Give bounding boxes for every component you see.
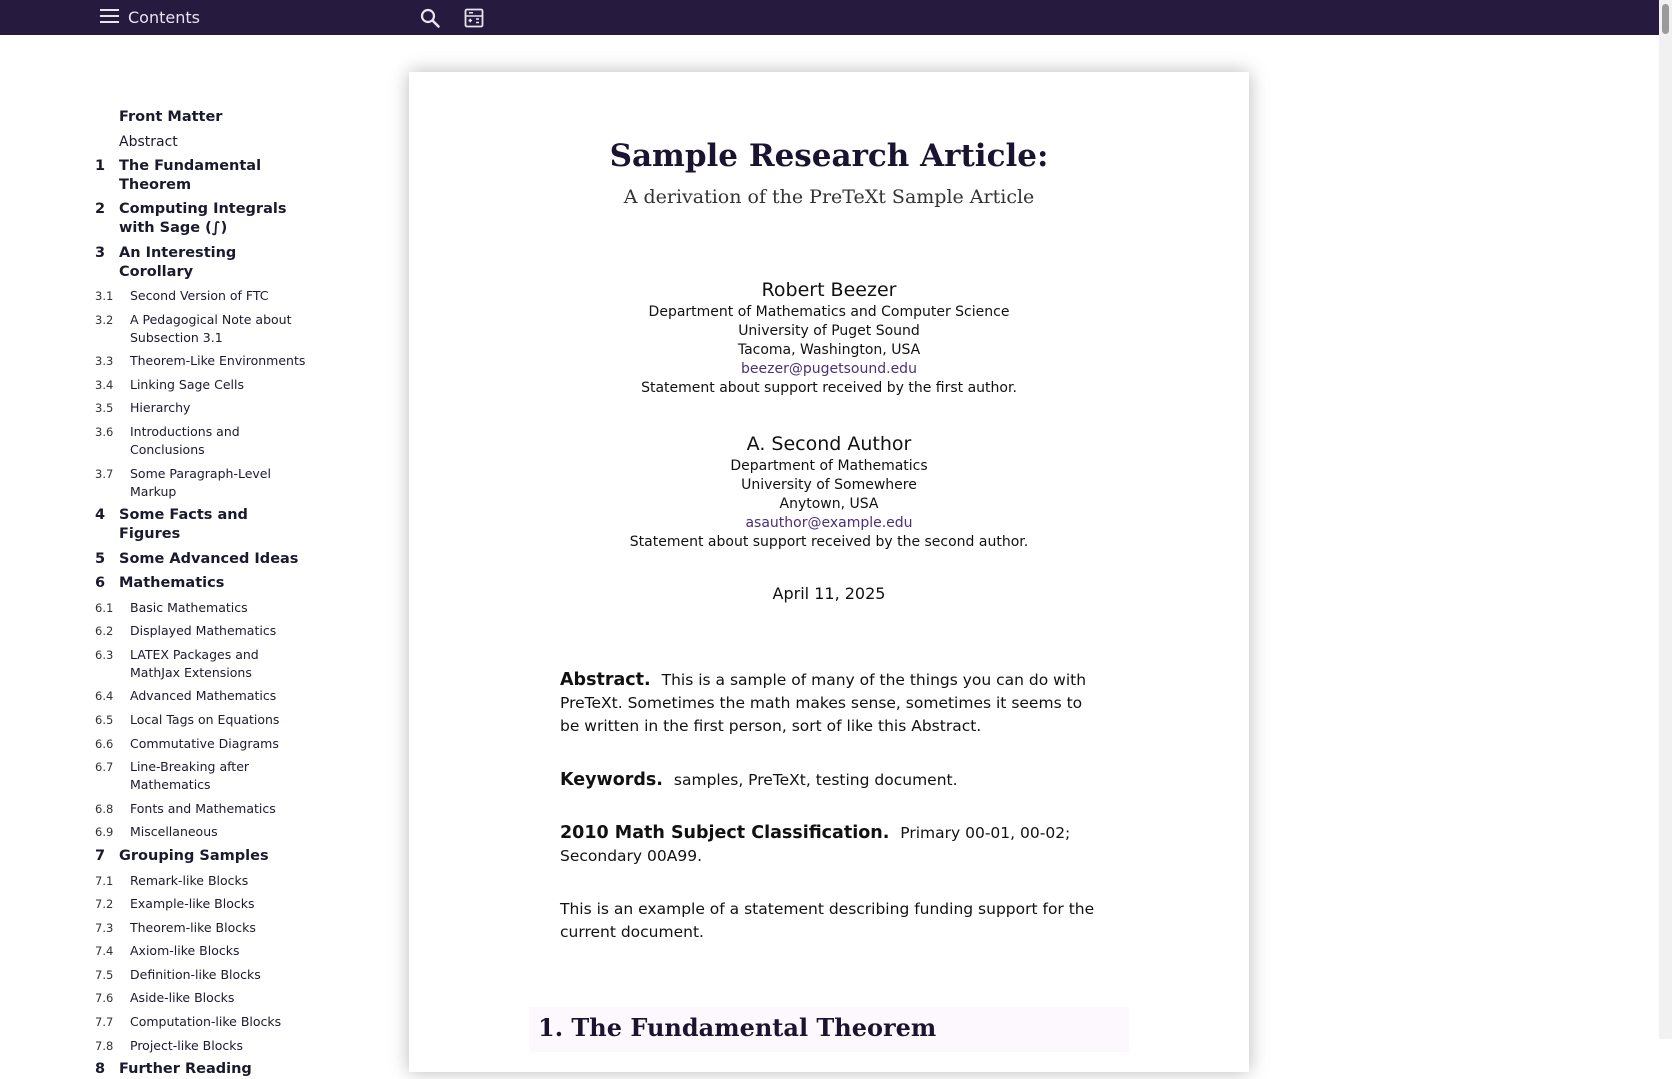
author-name: A. Second Author [746,433,912,455]
toc-item-number: 6.2 [95,624,114,639]
toc-toggle-label: Contents [128,8,200,27]
author-institution: University of Somewhere [741,477,917,493]
section-heading[interactable]: 1. The Fundamental Theorem [529,1007,1129,1052]
toc-item-title: Remark-like Blocks [130,872,249,888]
toc-item-title: An Interesting Corollary [119,244,237,280]
msc-heading: 2010 Math Subject Classification. [560,823,890,843]
toc-item-4[interactable] [0,506,330,544]
toc-item-3-4[interactable] [0,376,330,394]
toc-item-number: 3.7 [95,466,114,481]
top-navbar [0,0,1659,35]
toc-item-6-8[interactable] [0,800,330,818]
toc-item-number: 7.5 [95,967,114,982]
toc-item-number: 7.3 [95,920,114,935]
toc-item-title: Some Paragraph-Level Markup [130,465,271,499]
toc-item-number: 5 [95,550,106,567]
toc-item-number: 6.5 [95,713,114,728]
author-support: Statement about support received by the second author. [629,534,1029,550]
toc-item-number: 7.4 [95,944,114,959]
toc-item-1[interactable] [0,157,330,195]
abstract-paragraph [560,669,1100,738]
author-block [409,277,1249,398]
toc-item-front-matter[interactable] [0,108,330,127]
toc-item-title: Basic Mathematics [130,599,248,615]
toc-item-title: Hierarchy [130,400,191,416]
toc-item-number: 7 [95,848,106,864]
toc-item-title: Second Version of FTC [130,288,269,303]
toc-item-title: Front Matter [119,109,223,125]
toc-item-title: The Fundamental Theorem [119,157,262,193]
toc-item-number: 7.1 [95,873,114,888]
article-subtitle: A derivation of the PreTeXt Sample Article [623,186,1035,208]
toc-item-title: Computing Integrals with Sage (∫) [119,201,287,236]
toc-item-title: Some Facts and Figures [119,507,248,543]
toc-item-6-7[interactable] [0,758,330,794]
toc-item-7-4[interactable] [0,942,330,960]
toc-item-7-6[interactable] [0,989,330,1007]
author-email-link[interactable]: asauthor@example.edu [745,515,913,531]
toc-item-6-4[interactable] [0,687,330,705]
toc-item-6[interactable] [0,574,330,593]
hamburger-icon [100,8,119,27]
author-department: Department of Mathematics [730,458,928,474]
toc-item-number: 3.3 [95,354,114,369]
toc-item-number: 3.6 [95,424,114,439]
toc-item-title: Commutative Diagrams [130,735,279,751]
toc-item-number: 1 [95,157,106,174]
calculator-icon[interactable] [463,7,485,29]
toc-item-7-1[interactable] [0,872,330,890]
toc-item-title: Miscellaneous [130,824,218,840]
toc-item-number: 3 [95,244,106,261]
toc-item-6-9[interactable] [0,823,330,841]
author-department: Department of Mathematics and Computer Science [648,304,1010,320]
toc-item-number: 3.5 [95,401,114,416]
toc-item-abstract[interactable] [0,133,330,152]
toc-item-title: Example-like Blocks [130,896,255,912]
toc-item-3[interactable] [0,244,330,282]
toc-item-7-2[interactable] [0,895,330,913]
toc-item-number: 7.7 [95,1015,114,1030]
toc-item-title: Axiom-like Blocks [130,943,240,959]
toc-item-title: Line-Breaking after Mathematics [130,759,250,793]
toc-item-title: Some Advanced Ideas [119,550,299,567]
toc-item-title: Linking Sage Cells [130,376,244,392]
toc-item-title: Theorem-Like Environments [130,353,306,369]
toc-item-number: 6.6 [95,736,114,751]
toc-item-number: 3.1 [95,289,114,303]
toc-item-number: 7.6 [95,991,114,1006]
page-scrollbar[interactable] [1659,0,1672,1039]
toc-item-number: 6.1 [95,600,114,615]
toc-sidebar [0,35,330,1078]
toc-item-8[interactable] [0,1060,330,1079]
article-title: Sample Research Article: [609,138,1049,174]
author-location: Tacoma, Washington, USA [737,342,921,358]
toc-item-title: LATEX Packages and MathJax Extensions [130,646,259,680]
toc-item-number: 6.3 [95,647,114,662]
toc-item-7-8[interactable] [0,1037,330,1055]
toc-item-number: 7.2 [95,897,114,912]
toc-item-3-5[interactable] [0,399,330,417]
toc-item-7-3[interactable] [0,919,330,937]
article-card [409,72,1249,1072]
toc-item-7[interactable] [0,847,330,866]
toc-item-3-3[interactable] [0,352,330,370]
toc-item-number: 2 [95,201,106,217]
funding-paragraph: This is an example of a statement describing funding support for the current document. [560,900,1095,941]
author-name: Robert Beezer [761,279,897,301]
toc-item-title: Advanced Mathematics [130,688,277,704]
toc-item-6-2[interactable] [0,622,330,640]
article-date: April 11, 2025 [772,584,886,603]
toc-item-title: Displayed Mathematics [130,623,277,639]
toc-item-title: Introductions and Conclusions [130,423,240,457]
toc-item-title: Aside-like Blocks [130,990,235,1006]
keywords-heading: Keywords. [560,770,663,790]
toc-item-number: 3.4 [95,377,114,392]
toc-item-3-6[interactable] [0,423,330,459]
toc-item-title: Local Tags on Equations [130,712,280,728]
toc-item-number: 4 [95,507,106,524]
toc-item-number: 6.9 [95,825,114,840]
toc-item-6-6[interactable] [0,735,330,753]
toc-item-6-5[interactable] [0,711,330,729]
toc-item-number: 3.2 [95,312,114,327]
toc-item-6-3[interactable] [0,646,330,682]
author-email-link[interactable]: beezer@pugetsound.edu [741,361,917,377]
scrollbar-thumb[interactable] [1662,4,1669,34]
keywords-paragraph [560,769,1100,792]
search-icon[interactable] [419,7,441,29]
toc-item-title: Definition-like Blocks [130,966,261,982]
toc-item-number: 8 [95,1061,106,1078]
msc-text: Primary 00-01, 00-02; Secondary 00A99. [560,824,1071,865]
toc-item-7-7[interactable] [0,1013,330,1031]
toc-item-number: 7.8 [95,1038,114,1053]
abstract-text: This is a sample of many of the things you can do with PreTeXt. Sometimes the math makes sense, sometimes it seems to be written in the first person, sort of like this Abstract. [560,671,1087,735]
toc-item-7-5[interactable] [0,966,330,984]
author-institution: University of Puget Sound [738,323,920,339]
toc-item-title: Computation-like Blocks [130,1014,282,1030]
author-block [409,431,1249,552]
toc-item-3-2[interactable] [0,311,330,347]
toc-item-title: Fonts and Mathematics [130,800,276,816]
author-location: Anytown, USA [779,496,879,512]
toc-list [0,35,330,1079]
msc-paragraph [560,822,1100,868]
toc-item-2[interactable] [0,200,330,238]
toc-item-title: Further Reading [119,1061,252,1078]
toc-item-number: 6 [95,575,106,592]
toc-item-5[interactable] [0,550,330,569]
toc-item-title: Grouping Samples [119,848,269,864]
toc-item-number: 6.4 [95,689,114,704]
author-support: Statement about support received by the first author. [641,380,1017,396]
toc-item-number: 6.7 [95,760,114,775]
toc-item-title: Mathematics [119,575,225,592]
toc-item-title: A Pedagogical Note about Subsection 3.1 [130,311,292,345]
toc-item-title: Abstract [119,133,178,150]
keywords-text: samples, PreTeXt, testing document. [673,771,958,789]
toc-item-3-7[interactable] [0,465,330,501]
toc-item-title: Project-like Blocks [130,1037,244,1053]
toc-item-6-1[interactable] [0,599,330,617]
toc-item-number: 6.8 [95,801,114,816]
toc-item-title: Theorem-like Blocks [130,919,256,935]
toc-toggle-button[interactable] [100,0,200,35]
toc-item-3-1[interactable] [0,287,330,305]
abstract-heading: Abstract. [560,670,651,690]
